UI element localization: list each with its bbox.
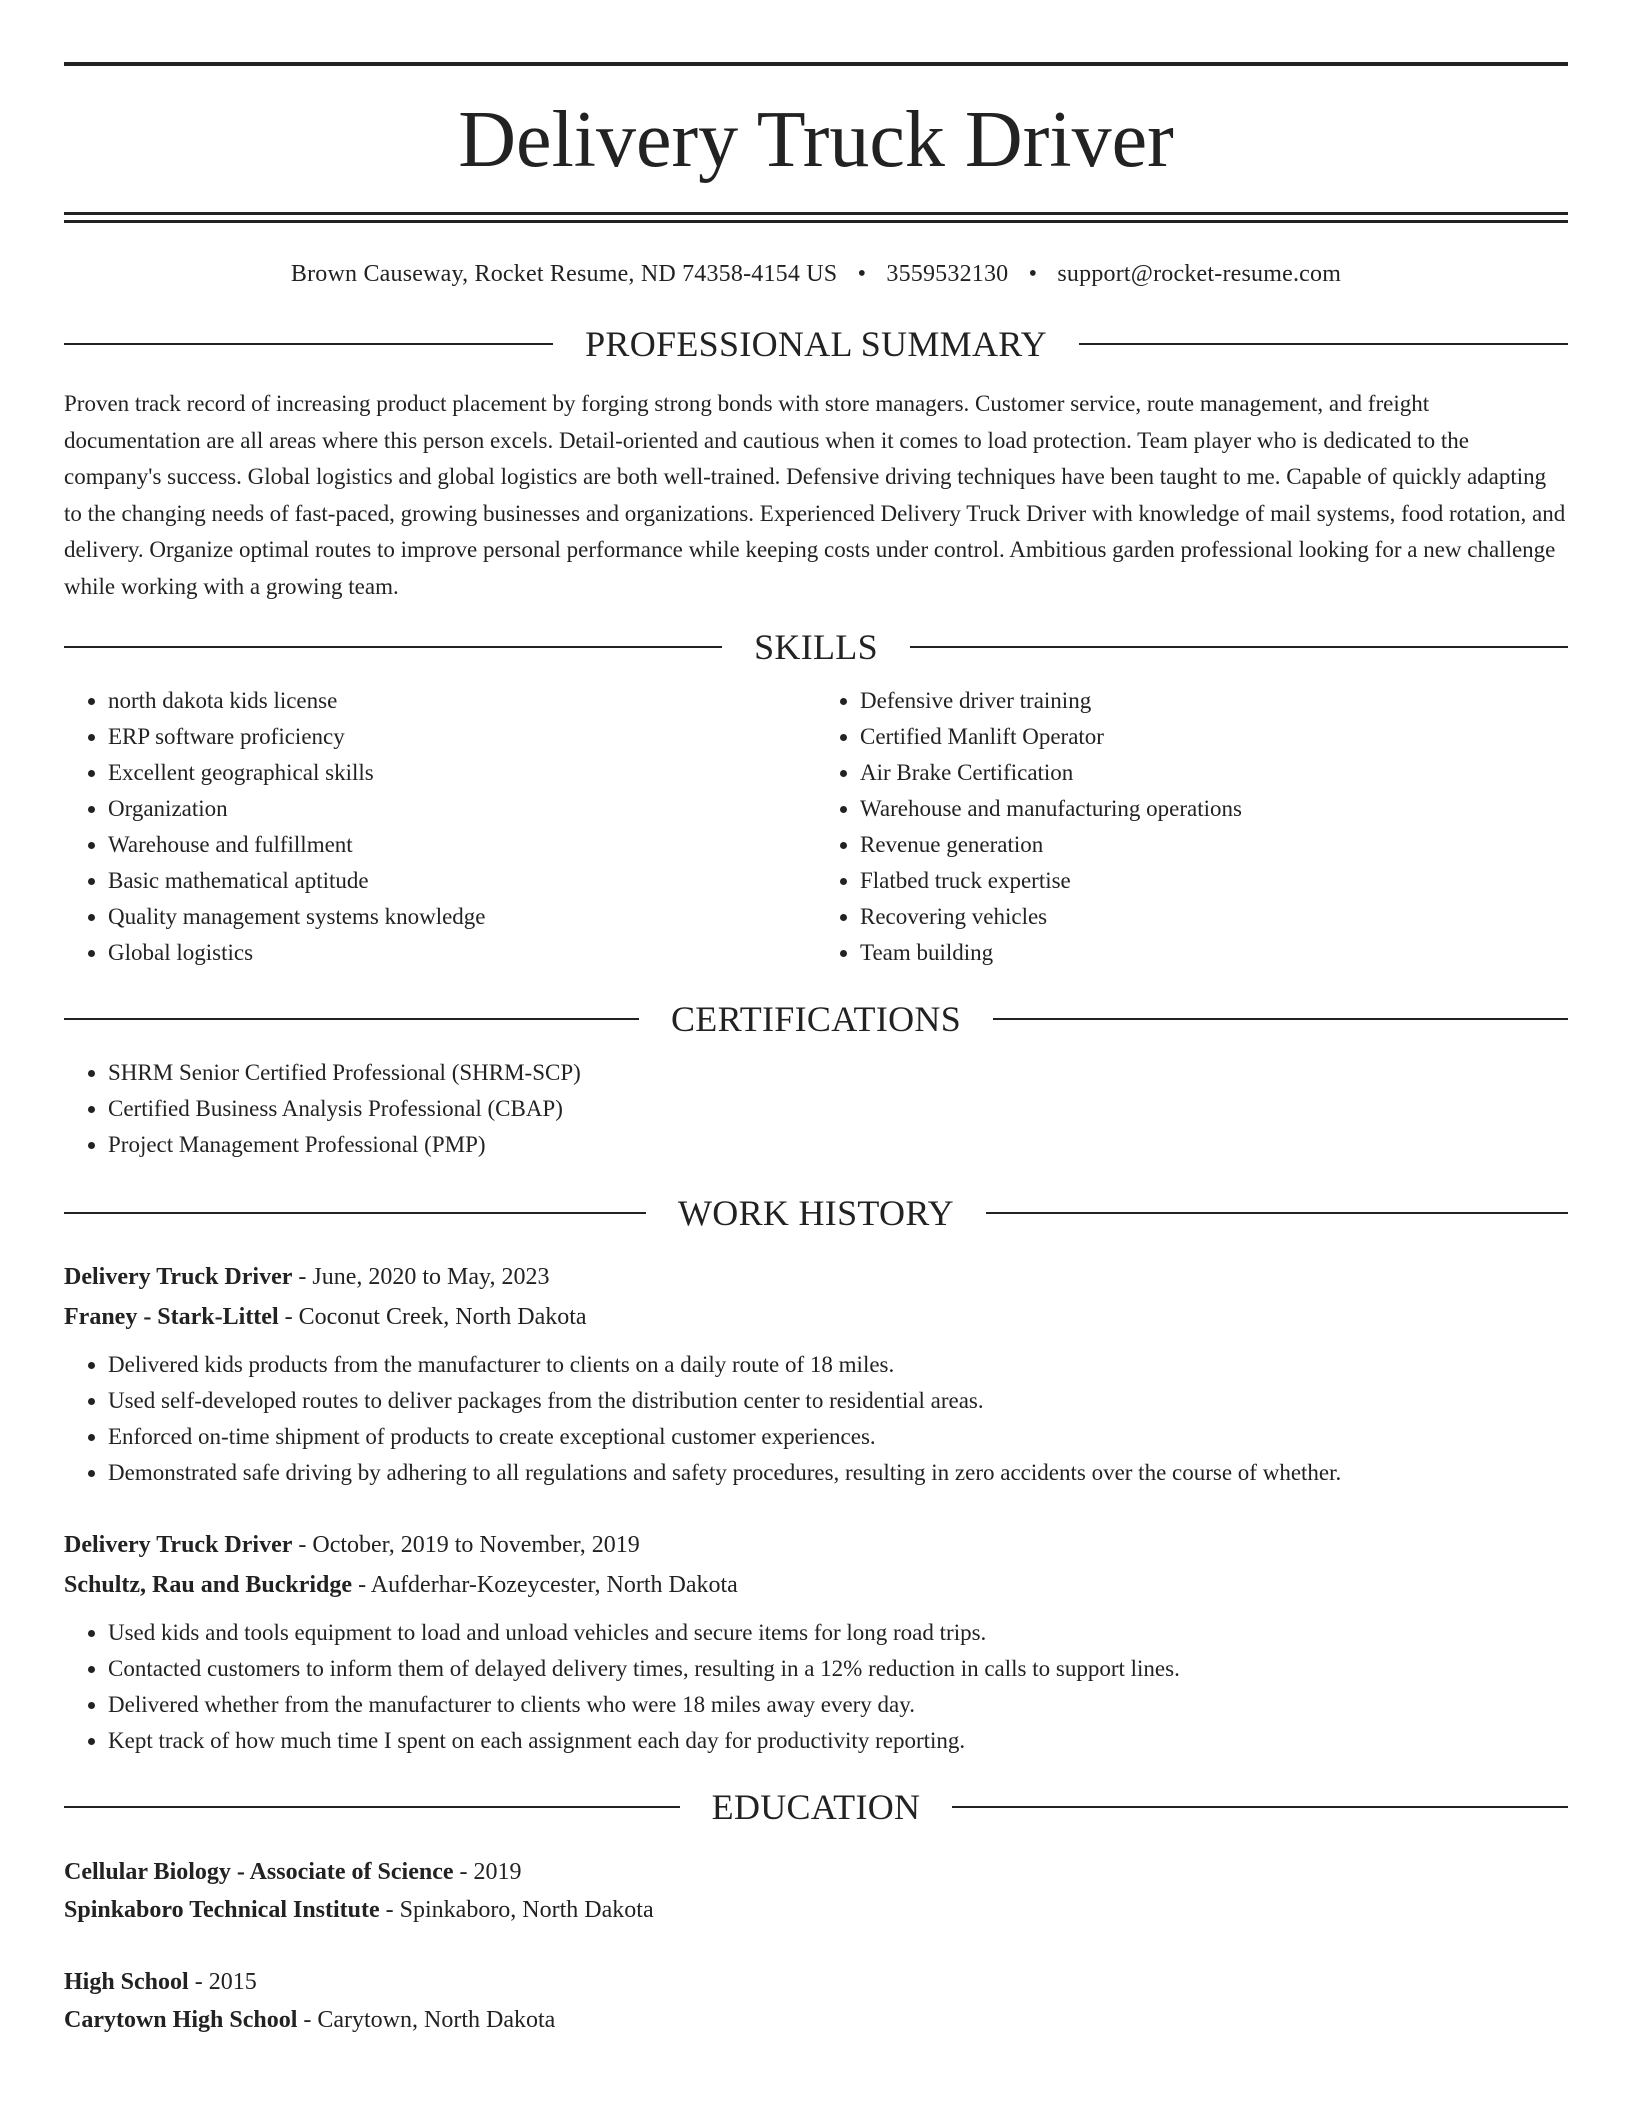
- skills-section-heading: [64, 629, 1568, 665]
- skills-list-left: [64, 683, 816, 971]
- skill-item: • Organization: [108, 791, 816, 827]
- job-location: - Aufderhar-Kozeycester, North Dakota: [352, 1572, 738, 1598]
- skills-grid: [64, 665, 1568, 971]
- education-location: - Carytown, North Dakota: [297, 2007, 556, 2033]
- section-rule: [1079, 343, 1568, 345]
- education-school: Spinkaboro Technical Institute: [64, 1897, 380, 1923]
- contact-line: [64, 261, 1568, 288]
- job-bullet: • Demonstrated safe driving by adhering to all regulations and safety procedures, resulting in zero accidents over the course of whether.: [108, 1455, 1568, 1491]
- job-bullet: • Used self-developed routes to deliver packages from the distribution center to residential areas.: [108, 1383, 1568, 1419]
- certifications-list: [64, 1055, 1568, 1163]
- education-school: Carytown High School: [64, 2007, 298, 2033]
- job-bullet: • Contacted customers to inform them of delayed delivery times, resulting in a 12% reduction in calls to support lines.: [108, 1651, 1568, 1687]
- summary-text: Proven track record of increasing product placement by forging strong bonds with store managers. Customer service, route management, and freight documentation are all areas where this person excels. Detail-oriented and cautious when it comes to load protection. Team player who is dedicated to the company's success. Global logistics and global logistics are both well-trained. Defensive driving techniques have been taught to me. Capable of quickly adapting to the changing needs of fast-paced, growing businesses and organizations. Experienced Delivery Truck Driver with knowledge of mail systems, food rotation, and delivery. Organize optimal routes to improve personal performance while keeping costs under control. Ambitious garden professional looking for a new challenge while working with a growing team.: [64, 391, 1566, 599]
- skill-item: • north dakota kids license: [108, 683, 816, 719]
- job-entry: [64, 1257, 1568, 1491]
- contact-address: Brown Causeway, Rocket Resume, ND 74358-4154 US: [290, 261, 838, 287]
- skill-item: • Defensive driver training: [860, 683, 1568, 719]
- certification-item: • Certified Business Analysis Professional (CBAP): [108, 1091, 1568, 1127]
- section-rule: [64, 1806, 680, 1808]
- skills-title: SKILLS: [754, 627, 878, 667]
- skill-item: • Revenue generation: [860, 827, 1568, 863]
- job-company: Schultz, Rau and Buckridge: [64, 1572, 353, 1598]
- certifications-title: CERTIFICATIONS: [670, 999, 962, 1039]
- skill-item: • Team building: [860, 935, 1568, 971]
- skill-item: • Quality management systems knowledge: [108, 899, 816, 935]
- skills-list-right: [816, 683, 1568, 971]
- job-bullets: [64, 1615, 1568, 1759]
- education-degree: Cellular Biology - Associate of Science: [64, 1859, 454, 1885]
- job-title: Delivery Truck Driver: [64, 1264, 293, 1290]
- skill-item: • Certified Manlift Operator: [860, 719, 1568, 755]
- section-rule: [64, 1018, 639, 1020]
- education-section-heading: [64, 1789, 1568, 1825]
- skill-item: • ERP software proficiency: [108, 719, 816, 755]
- skill-item: • Air Brake Certification: [860, 755, 1568, 791]
- education-year: - 2015: [188, 1969, 257, 1995]
- education-year: - 2019: [453, 1859, 522, 1885]
- summary-section-heading: [64, 326, 1568, 362]
- education-degree: High School: [64, 1969, 189, 1995]
- job-title: Delivery Truck Driver: [64, 1532, 293, 1558]
- section-rule: [910, 646, 1568, 648]
- job-bullets: [64, 1347, 1568, 1491]
- work-title: WORK HISTORY: [678, 1193, 954, 1233]
- skill-item: • Basic mathematical aptitude: [108, 863, 816, 899]
- skill-item: • Warehouse and manufacturing operations: [860, 791, 1568, 827]
- job-bullet: • Kept track of how much time I spent on each assignment each day for productivity reporting.: [108, 1723, 1568, 1759]
- job-dates: - June, 2020 to May, 2023: [292, 1264, 550, 1290]
- job-dates: - October, 2019 to November, 2019: [292, 1532, 640, 1558]
- top-rule: [64, 62, 1568, 66]
- contact-phone: 3559532130: [886, 261, 1009, 287]
- work-section-heading: [64, 1195, 1568, 1231]
- section-rule: [993, 1018, 1568, 1020]
- skill-item: • Flatbed truck expertise: [860, 863, 1568, 899]
- section-rule: [64, 646, 722, 648]
- job-location: - Coconut Creek, North Dakota: [278, 1304, 587, 1330]
- skill-item: • Recovering vehicles: [860, 899, 1568, 935]
- summary-title: PROFESSIONAL SUMMARY: [585, 324, 1047, 364]
- contact-separator: •: [1028, 261, 1038, 287]
- section-rule: [952, 1806, 1568, 1808]
- resume-name: Delivery Truck Driver: [458, 96, 1174, 184]
- certifications-section-heading: [64, 1001, 1568, 1037]
- certification-item: • SHRM Senior Certified Professional (SHRM-SCP): [108, 1055, 1568, 1091]
- skill-item: • Warehouse and fulfillment: [108, 827, 816, 863]
- skill-item: • Global logistics: [108, 935, 816, 971]
- education-location: - Spinkaboro, North Dakota: [379, 1897, 654, 1923]
- job-bullet: • Enforced on-time shipment of products to create exceptional customer experiences.: [108, 1419, 1568, 1455]
- job-bullet: • Used kids and tools equipment to load and unload vehicles and secure items for long road trips.: [108, 1615, 1568, 1651]
- section-rule: [986, 1212, 1568, 1214]
- job-bullet: • Delivered kids products from the manufacturer to clients on a daily route of 18 miles.: [108, 1347, 1568, 1383]
- section-rule: [64, 1212, 646, 1214]
- job-company: Franey - Stark-Littel: [64, 1304, 279, 1330]
- contact-separator: •: [857, 261, 867, 287]
- education-title: EDUCATION: [711, 1787, 921, 1827]
- education-entry: [64, 1963, 1568, 2039]
- double-rule: [64, 212, 1568, 223]
- job-bullet: • Delivered whether from the manufacturer to clients who were 18 miles away every day.: [108, 1687, 1568, 1723]
- education-entry: [64, 1853, 1568, 1929]
- skill-item: • Excellent geographical skills: [108, 755, 816, 791]
- job-entry: [64, 1525, 1568, 1759]
- contact-email: support@rocket-resume.com: [1057, 261, 1342, 287]
- section-rule: [64, 343, 553, 345]
- certification-item: • Project Management Professional (PMP): [108, 1127, 1568, 1163]
